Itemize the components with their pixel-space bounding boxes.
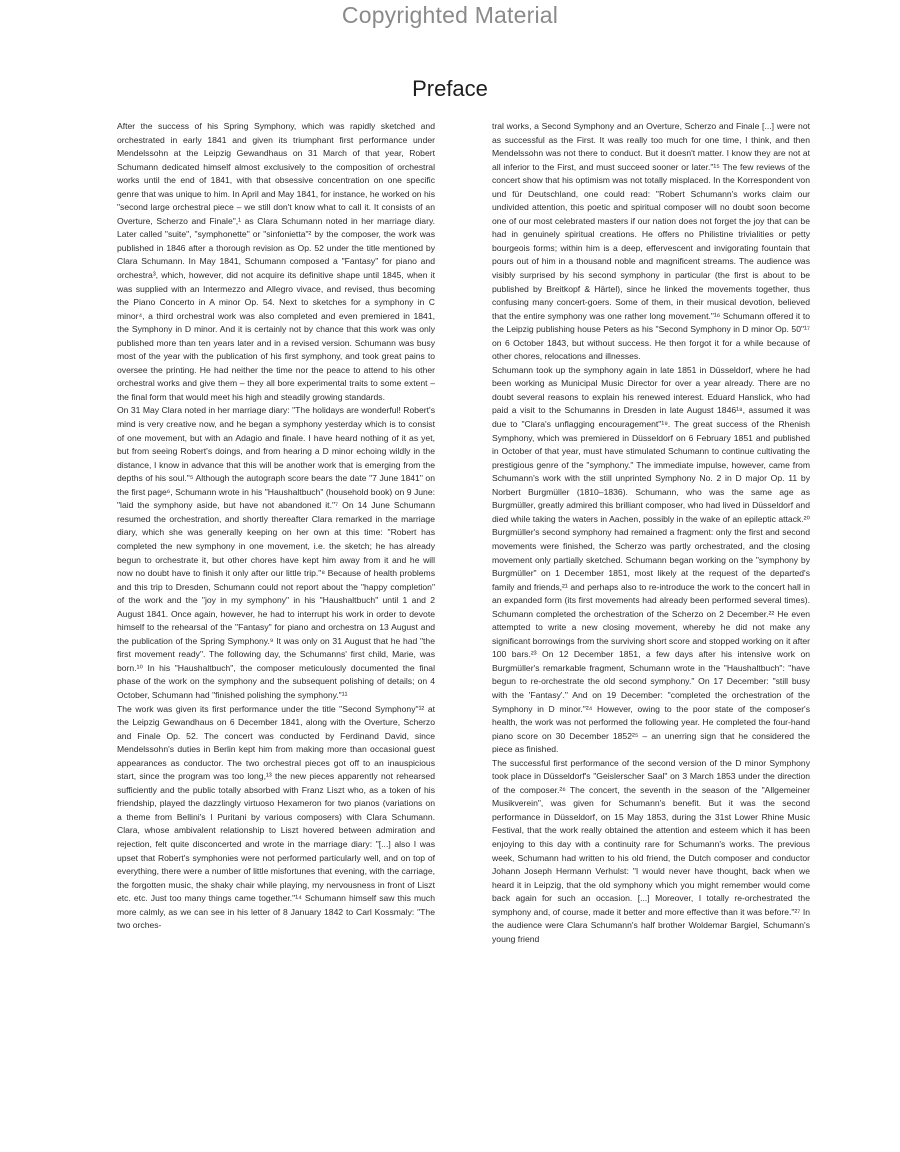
paragraph: Schumann took up the symphony again in late 1851 in Düsseldorf, where he had been working as Municipal Music Director for over a year already. There are no doubt several reasons to explain his renewed interest. Eduard Hanslick, who had paid a visit to the Schumanns in Dresden in late August 1846¹⁸, assumed it was due to "Clara's unflagging encouragement"¹⁹. The great success of the Rhenish Symphony, which was premiered in Düsseldorf on 6 February 1851 and published in October of that year, must have stimulated Schumann to continue cultivating the prestigious genre of the "symphony." The immediate impulse, however, came from Schumann's work with the still unprinted Symphony No. 2 in D major Op. 11 by Norbert Burgmüller (1810–1836). Schumann, who was the same age as Burgmüller, greatly admired this brilliant composer, who had lived in Düsseldorf and died while taking the waters in Aachen, possibly in the wake of an epileptic attack.²⁰ Burgmüller's second symphony had remained a fragment: only the first and second movements were finished, the Scherzo was partly orchestrated, and the closing movement only partially sketched. Schumann began working on the "symphony by Burgmüller" on 1 December 1851, most likely at the request of the departed's family and friends,²¹ and perhaps also to re-introduce the work to the concert hall in an expanded form (its first movements had already been performed several times). Schumann completed the orchestration of the Scherzo on 2 December.²² He even attempted to write a new closing movement, whereby he did not make any significant borrowings from the surviving short score and stopped working on it after 100 bars.²³ On 12 December 1851, a few days after his intensive work on Burgmüller's remarkable fragment, Schumann wrote in the "Haushaltbuch": "have begun to re-orchestrate the old second symphony." On 17 December: "still busy with the 'Fantasy'." And on 19 December: "completed the orchestration of the Symphony in D minor."²⁴ However, owing to the poor state of the composer's health, the work was not performed the following year. He completed the four-hand piano score on 30 December 1852²⁵ – an unerring sign that he considered the piece as finished. [492, 364, 810, 755]
paragraph: After the success of his Spring Symphony, which was rapidly sketched and orchestrated in early 1841 and given its triumphant first performance under Mendelssohn at the Leipzig Gewandhaus on 31 March of that year, Robert Schumann dedicated himself almost exclusively to the composition of orchestral works until the end of 1841, with that obsessive concentration on one specific genre that was unique to him. In April and May 1841, for instance, he worked on his "second large orchestral piece – we still don't know what to call it. It consists of an Overture, Scherzo and Finale",¹ as Clara Schumann noted in her marriage diary. Later called "suite", "symphonette" or "sinfonietta"² by the composer, the work was published in 1846 after a thorough revision as Op. 52 under the title mentioned by Clara Schumann. In May 1841, Schumann composed a "Fantasy" for piano and orchestra³, which, however, did not acquire its definitive shape until 1845, when it was supplied with an Intermezzo and Allegro vivace, and revised, thus becoming the Piano Concerto in A minor Op. 54. Next to sketches for a symphony in C minor⁴, a third orchestral work was also completed and even premiered in 1841, the Symphony in D minor. And it is certainly not by chance that this work was only published more than ten years later and in a revised version. Schumann was busy most of the year with the publication of his first symphony, and took great pains to oversee the printing. He had neither the time nor the peace to attend to his other orchestral works and give them – they all bore experimental traits to some extent – the final form that would meet his high and steadily growing standards. [117, 121, 435, 402]
left-column [117, 120, 435, 1080]
paragraph: tral works, a Second Symphony and an Overture, Scherzo and Finale [...] were not as successful as the First. It was really too much for one time, I think, and then Mendelssohn was not there to conduct. But it doesn't matter. I know they are not at all inferior to the First, and must succeed sooner or later."¹⁵ The few reviews of the concert show that his optimism was not totally misplaced. In the Korrespondent von und für Deutschland, one could read: "Robert Schumann's works claim our undivided attention, this poetic and spiritual composer will no doubt soon become one of our most celebrated masters if our nation does not forget the joy that can be had in genuinely spiritual creations. He offers no Philistine trivialities or petty bourgeois forms; within him is a deep, effervescent and invigorating fountain that pours out of him in a thousand noble and magnificent streams. The audience was visibly surprised by his second symphony in particular (the first is about to be published by Breitkopf & Härtel), since he linked the movements together, thus confusing many concert-goers. Some of them, in their musical devotion, believed that the entire symphony was one rather long movement."¹⁶ Schumann offered it to the Leipzig publishing house Peters as his "Second Symphony in D minor Op. 50"¹⁷ on 6 October 1843, but without success. He then forgot it for a while because of other chores, relocations and illnesses. [492, 121, 810, 362]
page-title: Preface [412, 76, 488, 101]
copyright-watermark: Copyrighted Material [341, 2, 559, 28]
text-columns [117, 120, 810, 1080]
paragraph: On 31 May Clara noted in her marriage diary: "The holidays are wonderful! Robert's mind is very creative now, and he began a symphony yesterday which is to consist of one movement, but with an Adagio and finale. I have heard nothing of it as yet, but from seeing Robert's doings, and from hearing a D minor echoing wildly in the distance, I know in advance that this will be another work that is emerging from the depths of his soul."⁵ Although the autograph score bears the date "7 June 1841" on the first page⁶, Schumann wrote in his "Haushaltbuch" (household book) on 9 June: "laid the symphony aside, but have not abandoned it."⁷ On 14 June Schumann resumed the orchestration, and shortly thereafter Clara remarked in the marriage diary, which she was generally keeping on her own at this time: "Robert has completed the new symphony in one movement, i.e. the sketch; he has already begun to orchestrate it, but other chores have kept him away from it and he will now no doubt have to finish it only after our little trip."⁸ Because of health problems and this trip to Dresden, Schumann could not report about the "happy completion" of the work and the "joy in my symphony" in his "Haushaltbuch" until 1 and 2 August 1841. Once again, however, he had to interrupt his work in order to devote himself to the rehearsal of the "Fantasy" for piano and orchestra on 13 August and the publication of the Spring Symphony.⁹ It was only on 31 August that he had "the first movement ready". The following day, the Schumanns' first child, Marie, was born.¹⁰ In his "Haushaltbuch", the composer meticulously documented the final phase of the work on the symphony and the subsequent polishing of details; on 4 October, Schumann had "finished polishing the symphony."¹¹ [117, 405, 435, 700]
paragraph: The work was given its first performance under the title "Second Symphony"¹² at the Leipzig Gewandhaus on 6 December 1841, along with the Overture, Scherzo and Finale Op. 52. The concert was conducted by Ferdinand David, since Mendelssohn's duties in Berlin kept him from making more than occasional guest appearances as conductor. The two orchestral pieces got off to an inauspicious start, since the program was too long,¹³ the new pieces apparently not rehearsed sufficiently and the public totally absorbed with Franz Liszt who, as a token of his friendship, played the dazzlingly virtuoso Hexameron for two pianos (variations on a theme from Bellini's I Puritani by various composers) with Clara Schumann. Clara, whose ambivalent relationship to Liszt hovered between admiration and rejection, felt quite disconcerted and wrote in the marriage diary: "[...] also I was upset that Robert's symphonies were not performed particularly well, and on top of everything, there were a number of little misfortunes that evening, with the carriage, the forgotten music, the shaky chair while playing, my nervousness in front of Liszt etc. etc. Just too many things came together."¹⁴ Schumann himself saw this much more calmly, as we can see in his letter of 8 January 1842 to Carl Kossmaly: "The two orches- [117, 703, 435, 931]
paragraph: The successful first performance of the second version of the D minor Symphony took place in Düsseldorf's "Geislerscher Saal" on 3 March 1853 under the direction of the composer.²⁶ The concert, the seventh in the season of the "Allgemeiner Musikverein", was given for Schumann's benefit. But it was the second performance in Düsseldorf, on 15 May 1853, during the 31st Lower Rhine Music Festival, that the work really obtained the attention and esteem which it has been enjoying to this day with a continuity rare for Schumann's works. The previous week, Schumann had written to his old friend, the Dutch composer and conductor Johann Joseph Hermann Verhulst: "I would never have thought, back when we heard it in Leipzig, that the old symphony which you might remember would come back again for such an occasion. [...] Moreover, I totally re-orchestrated the symphony and, of course, made it better and more effective than it was before."²⁷ In the audience were Clara Schumann's half brother Woldemar Bargiel, Schumann's young friend [492, 757, 810, 944]
right-column [492, 120, 810, 1080]
